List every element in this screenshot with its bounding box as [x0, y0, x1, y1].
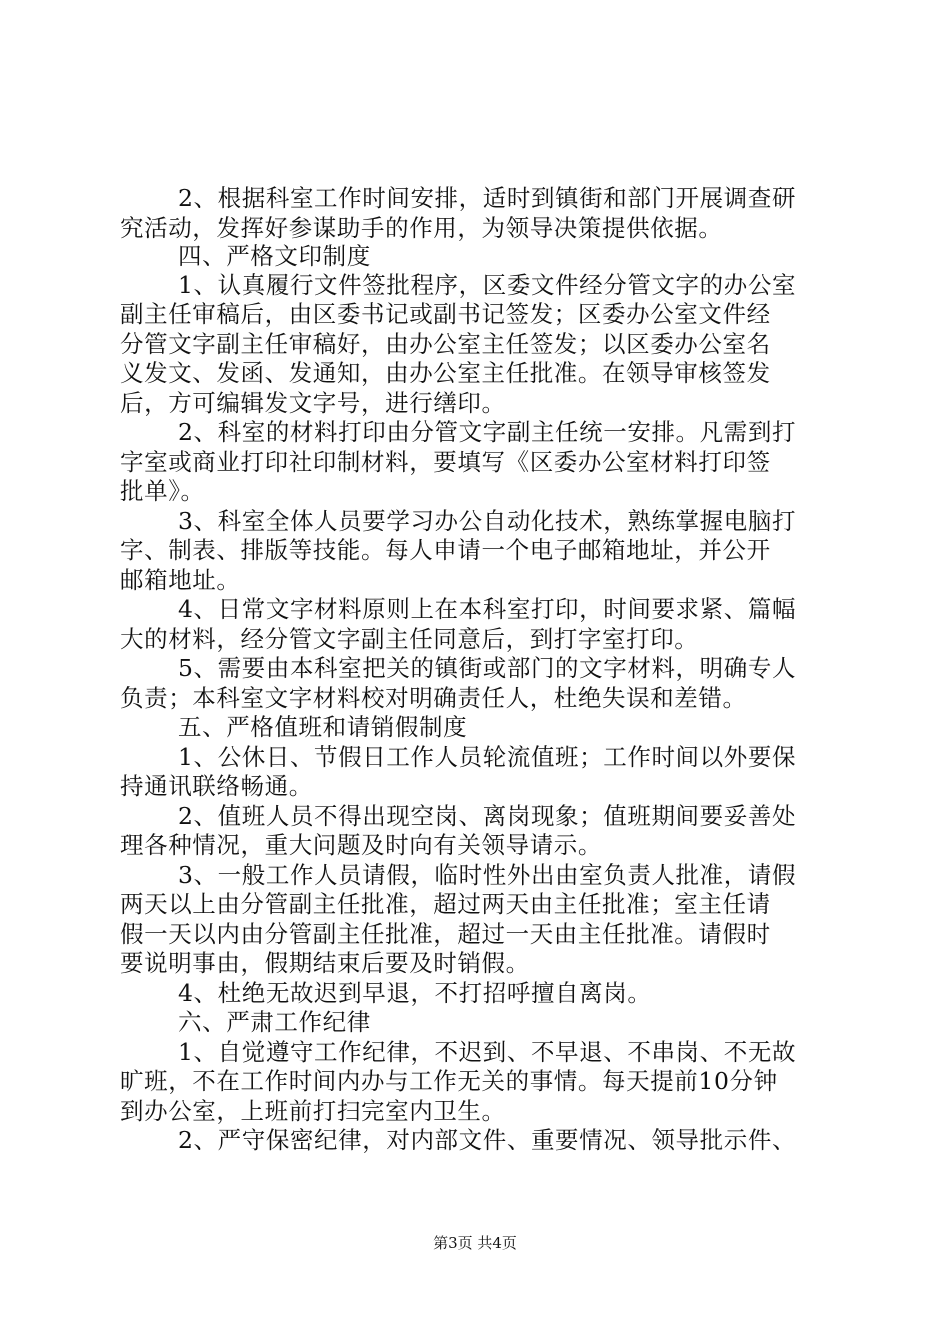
section-heading: 六、严肃工作纪律	[178, 1008, 371, 1036]
paragraph-line: 1、公休日、节假日工作人员轮流值班；工作时间以外要保	[178, 743, 797, 771]
paragraph-line: 2、根据科室工作时间安排，适时到镇街和部门开展调查研	[178, 184, 797, 212]
page-number-footer: 第3页 共4页	[433, 1234, 517, 1252]
paragraph-line: 两天以上由分管副主任批准，超过两天由主任批准；室主任请	[120, 890, 771, 918]
paragraph-line: 2、科室的材料打印由分管文字副主任统一安排。凡需到打	[178, 418, 797, 446]
paragraph-line: 邮箱地址。	[120, 566, 241, 594]
section-heading: 五、严格值班和请销假制度	[178, 713, 468, 741]
paragraph-line: 1、自觉遵守工作纪律，不迟到、不早退、不串岗、不无故	[178, 1038, 797, 1066]
paragraph-line: 字室或商业打印社印制材料，要填写《区委办公室材料打印签	[120, 448, 771, 476]
paragraph-line: 3、科室全体人员要学习办公自动化技术，熟练掌握电脑打	[178, 507, 797, 535]
paragraph-line: 3、一般工作人员请假，临时性外出由室负责人批准，请假	[178, 861, 797, 889]
paragraph-line: 4、杜绝无故迟到早退，不打招呼擅自离岗。	[178, 979, 652, 1007]
paragraph-line: 后，方可编辑发文字号，进行缮印。	[120, 389, 506, 417]
paragraph-line: 4、日常文字材料原则上在本科室打印，时间要求紧、篇幅	[178, 595, 797, 623]
paragraph-line: 5、需要由本科室把关的镇街或部门的文字材料，明确专人	[178, 654, 797, 682]
section-heading: 四、严格文印制度	[178, 242, 371, 270]
paragraph-line: 分管文字副主任审稿好，由办公室主任签发；以区委办公室名	[120, 330, 771, 358]
paragraph-line: 究活动，发挥好参谋助手的作用，为领导决策提供依据。	[120, 214, 723, 242]
paragraph-line: 假一天以内由分管副主任批准，超过一天由主任批准。请假时	[120, 920, 771, 948]
paragraph-line: 义发文、发函、发通知，由办公室主任批准。在领导审核签发	[120, 359, 771, 387]
paragraph-line: 到办公室，上班前打扫完室内卫生。	[120, 1097, 506, 1125]
paragraph-line: 要说明事由，假期结束后要及时销假。	[120, 949, 530, 977]
paragraph-line: 字、制表、排版等技能。每人申请一个电子邮箱地址，并公开	[120, 536, 771, 564]
paragraph-line: 副主任审稿后，由区委书记或副书记签发；区委办公室文件经	[120, 300, 771, 328]
paragraph-line: 持通讯联络畅通。	[120, 772, 313, 800]
paragraph-line: 理各种情况，重大问题及时向有关领导请示。	[120, 831, 602, 859]
paragraph-line: 大的材料，经分管文字副主任同意后，到打字室打印。	[120, 625, 699, 653]
paragraph-line: 2、严守保密纪律，对内部文件、重要情况、领导批示件、	[178, 1126, 797, 1154]
paragraph-line: 批单》。	[120, 477, 205, 505]
paragraph-line: 2、值班人员不得出现空岗、离岗现象；值班期间要妥善处	[178, 802, 797, 830]
paragraph-line: 1、认真履行文件签批程序，区委文件经分管文字的办公室	[178, 271, 797, 299]
paragraph-line: 负责；本科室文字材料校对明确责任人，杜绝失误和差错。	[120, 684, 747, 712]
paragraph-line: 旷班，不在工作时间内办与工作无关的事情。每天提前10分钟	[120, 1067, 778, 1095]
